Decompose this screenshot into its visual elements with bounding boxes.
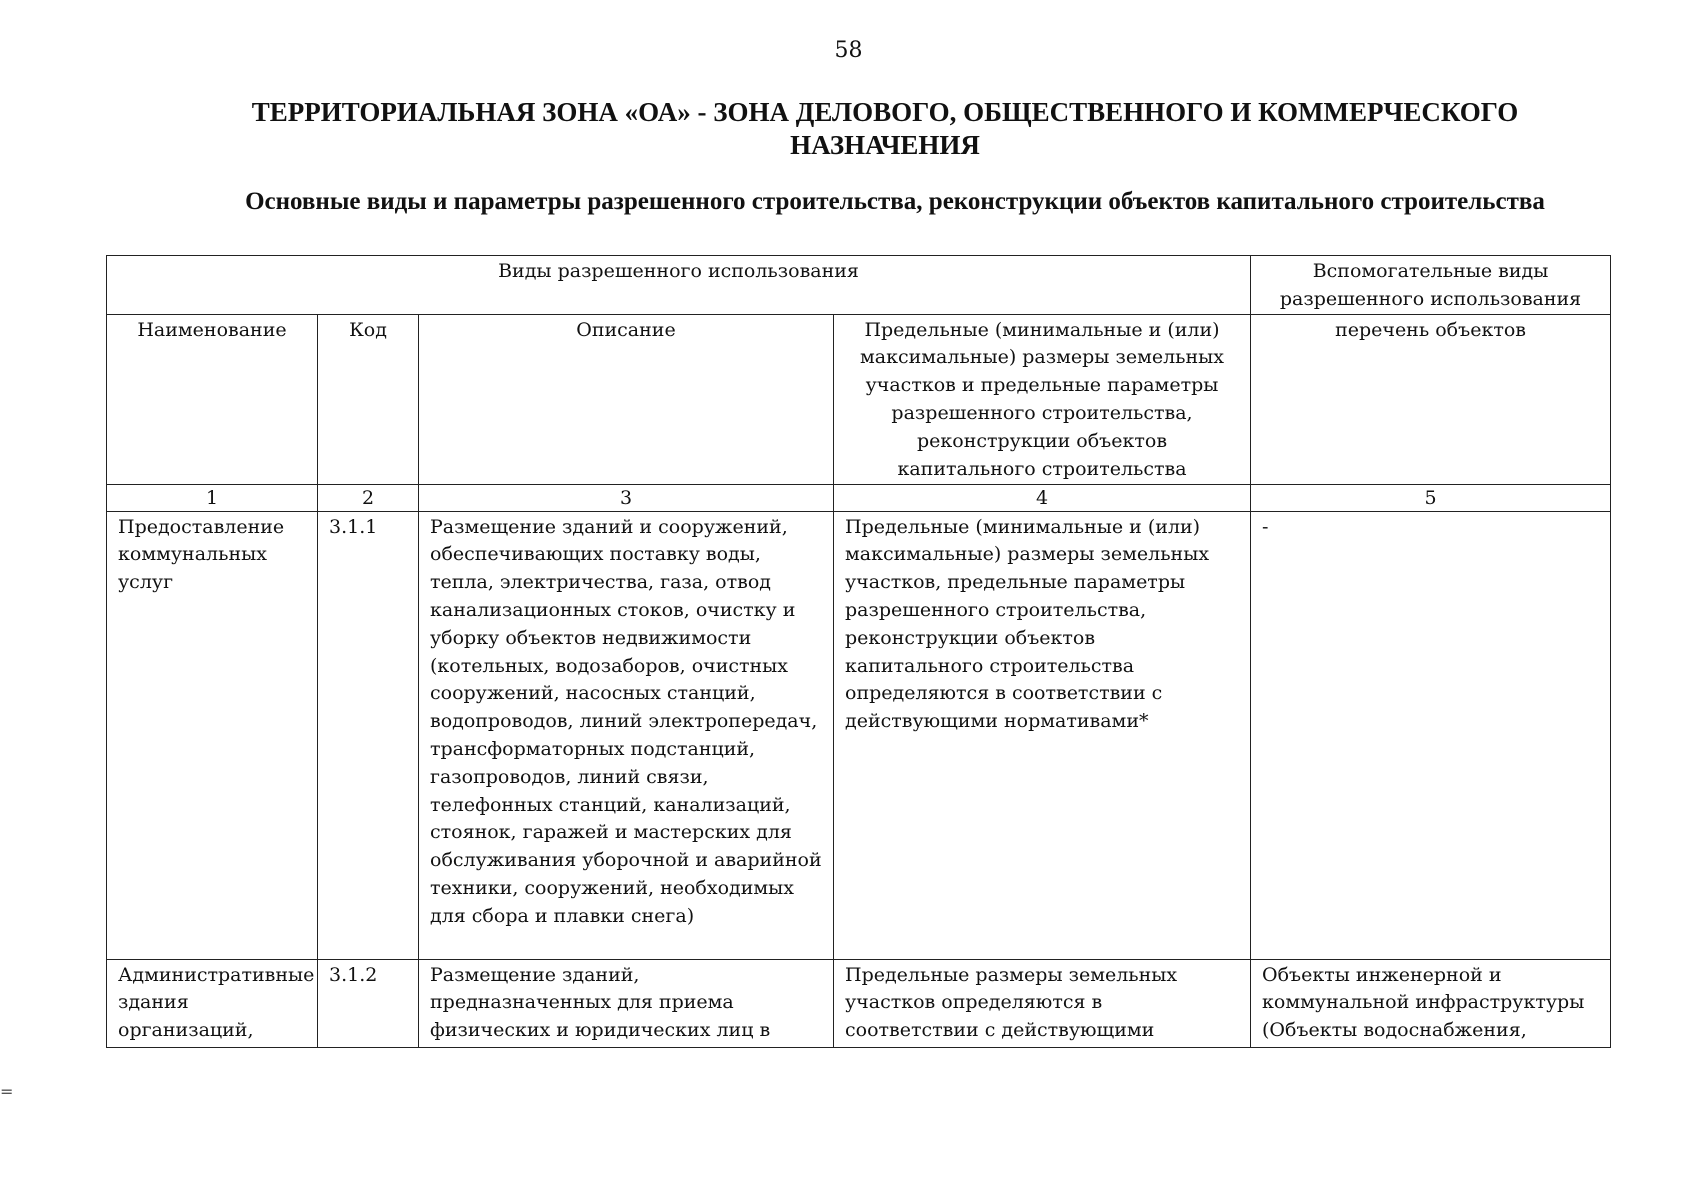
table-column-number-row — [107, 484, 1611, 511]
row-code: 3.1.2 — [318, 959, 419, 1047]
scan-edge-mark: = — [0, 1082, 14, 1101]
table-group-header-row — [107, 256, 1611, 315]
group-header-auxiliary: Вспомогательные виды разрешенного использования — [1251, 256, 1611, 315]
row-parameters: Предельные (минимальные и (или) максимальные) размеры земельных участков, предельные параметры разрешенного строительства, реконструкции объектов капитального строительства определяются в соответствии с действующими нормативами* — [834, 511, 1251, 959]
permitted-use-table — [106, 255, 1611, 1048]
column-number: 4 — [834, 484, 1251, 511]
row-name: Административные здания организаций, — [107, 959, 318, 1047]
page-number: 58 — [834, 38, 863, 63]
row-parameters: Предельные размеры земельных участков определяются в соответствии с действующими — [834, 959, 1251, 1047]
section-subtitle: Основные виды и параметры разрешенного строительства, реконструкции объектов капитального строительства — [245, 188, 1545, 215]
column-header-code: Код — [318, 314, 419, 484]
group-header-main: Виды разрешенного использования — [107, 256, 1251, 315]
row-code: 3.1.1 — [318, 511, 419, 959]
column-number: 3 — [419, 484, 834, 511]
zone-title: ТЕРРИТОРИАЛЬНАЯ ЗОНА «ОА» - ЗОНА ДЕЛОВОГО, ОБЩЕСТВЕННОГО И КОММЕРЧЕСКОГО НАЗНАЧЕНИЯ — [251, 97, 1519, 160]
column-header-parameters: Предельные (минимальные и (или) максимальные) размеры земельных участков и предельные параметры разрешенного строительства, реконструкции объектов капитального строительства — [834, 314, 1251, 484]
column-header-description: Описание — [419, 314, 834, 484]
column-number: 5 — [1251, 484, 1611, 511]
column-number: 1 — [107, 484, 318, 511]
row-description: Размещение зданий и сооружений, обеспечивающих поставку воды, тепла, электричества, газа, отвод канализационных стоков, очистку и уборку объектов недвижимости (котельных, водозаборов, очистных сооружений, насосных станций, водопроводов, линий электропередач, трансформаторных подстанций, газопроводов, линий связи, телефонных станций, канализаций, стоянок, гаражей и мастерских для обслуживания уборочной и аварийной техники, сооружений, необходимых для сбора и плавки снега) — [419, 511, 834, 959]
row-auxiliary: - — [1251, 511, 1611, 959]
table-column-header-row — [107, 314, 1611, 484]
column-header-name: Наименование — [107, 314, 318, 484]
table-row — [107, 959, 1611, 1047]
row-description: Размещение зданий, предназначенных для приема физических и юридических лиц в — [419, 959, 834, 1047]
table-row — [107, 511, 1611, 959]
column-header-object-list: перечень объектов — [1251, 314, 1611, 484]
column-number: 2 — [318, 484, 419, 511]
row-auxiliary: Объекты инженерной и коммунальной инфраструктуры (Объекты водоснабжения, — [1251, 959, 1611, 1047]
row-name: Предоставление коммунальных услуг — [107, 511, 318, 959]
